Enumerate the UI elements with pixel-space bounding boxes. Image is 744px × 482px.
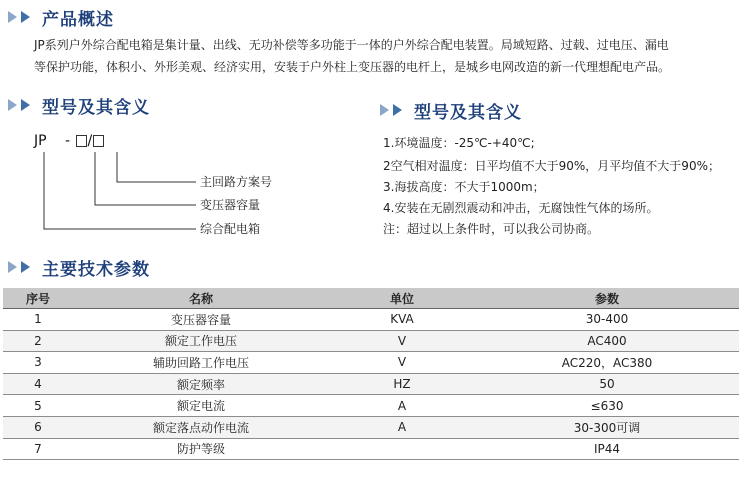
table-row <box>3 373 739 395</box>
cell-name: 额定电流 <box>73 395 329 417</box>
cell-index: 5 <box>3 395 73 417</box>
model-code <box>34 133 105 149</box>
section-title: 型号及其含义 <box>414 102 522 123</box>
cell-name: 辅助回路工作电压 <box>73 352 329 374</box>
params-table <box>3 288 739 460</box>
section-heading-model-left <box>8 94 150 116</box>
cell-index: 7 <box>3 438 73 460</box>
condition-2: 2空气相对温度：日平均值不大于90%，月平均值不大于90%； <box>383 159 720 173</box>
double-arrow-icon <box>8 261 34 273</box>
section-heading-params <box>8 256 150 278</box>
cell-name: 额定落点动作电流 <box>73 416 329 438</box>
table-row <box>3 438 739 460</box>
cell-value: 30-400 <box>475 309 739 331</box>
table-header-row <box>3 288 739 309</box>
cell-name: 额定频率 <box>73 373 329 395</box>
header-index: 序号 <box>3 288 73 309</box>
model-slash: / <box>87 133 93 149</box>
cell-index: 1 <box>3 309 73 331</box>
table-row <box>3 330 739 352</box>
cell-value: IP44 <box>475 438 739 460</box>
placeholder-box-capacity <box>76 135 87 147</box>
overview-paragraph <box>34 34 734 78</box>
table-row <box>3 395 739 417</box>
table-row <box>3 416 739 438</box>
cell-unit: V <box>329 330 475 352</box>
condition-4: 4.安装在无剧烈震动和冲击，无腐蚀性气体的场所。 <box>383 201 659 215</box>
placeholder-box-scheme <box>93 135 104 147</box>
cell-unit: V <box>329 352 475 374</box>
cell-name: 变压器容量 <box>73 309 329 331</box>
section-title: 型号及其含义 <box>42 97 150 118</box>
legend-scheme: 主回路方案号 <box>200 175 273 189</box>
table-row <box>3 309 739 331</box>
section-heading-model-right <box>380 99 522 121</box>
cell-index: 2 <box>3 330 73 352</box>
model-prefix: JP <box>34 133 47 149</box>
cell-unit: A <box>329 416 475 438</box>
overview-line-2: 等保护功能，体积小、外形美观、经济实用，安装于户外柱上变压器的电杆上，是城乡电网改造的新一代理想配电产品。 <box>34 60 671 74</box>
header-value: 参数 <box>475 288 739 309</box>
double-arrow-icon <box>8 11 34 23</box>
cell-value: 30-300可调 <box>475 416 739 438</box>
double-arrow-icon <box>380 104 406 116</box>
section-heading-overview <box>8 6 114 28</box>
cell-index: 4 <box>3 373 73 395</box>
cell-value: 50 <box>475 373 739 395</box>
legend-box: 综合配电箱 <box>200 222 261 236</box>
model-dash: - <box>65 133 71 149</box>
condition-note: 注：超过以上条件时，可以我公司协商。 <box>383 222 600 236</box>
section-title: 产品概述 <box>42 9 114 30</box>
header-unit: 单位 <box>329 288 475 309</box>
cell-value: AC400 <box>475 330 739 352</box>
cell-name: 防护等级 <box>73 438 329 460</box>
cell-index: 6 <box>3 416 73 438</box>
legend-capacity: 变压器容量 <box>200 198 261 212</box>
table-row <box>3 352 739 374</box>
condition-3: 3.海拔高度：不大于1000m； <box>383 180 545 194</box>
cell-value: AC220，AC380 <box>475 352 739 374</box>
cell-unit: HZ <box>329 373 475 395</box>
header-name: 名称 <box>73 288 329 309</box>
double-arrow-icon <box>8 99 34 111</box>
cell-name: 额定工作电压 <box>73 330 329 352</box>
section-title: 主要技术参数 <box>42 259 150 280</box>
cell-value: ≤630 <box>475 395 739 417</box>
cell-unit: KVA <box>329 309 475 331</box>
condition-1: 1.环境温度：-25℃-+40℃; <box>383 136 535 150</box>
cell-index: 3 <box>3 352 73 374</box>
cell-unit: A <box>329 395 475 417</box>
overview-line-1: JP系列户外综合配电箱是集计量、出线、无功补偿等多功能于一体的户外综合配电装置。局域短路、过载、过电压、漏电 <box>34 38 669 52</box>
cell-unit <box>329 438 475 460</box>
